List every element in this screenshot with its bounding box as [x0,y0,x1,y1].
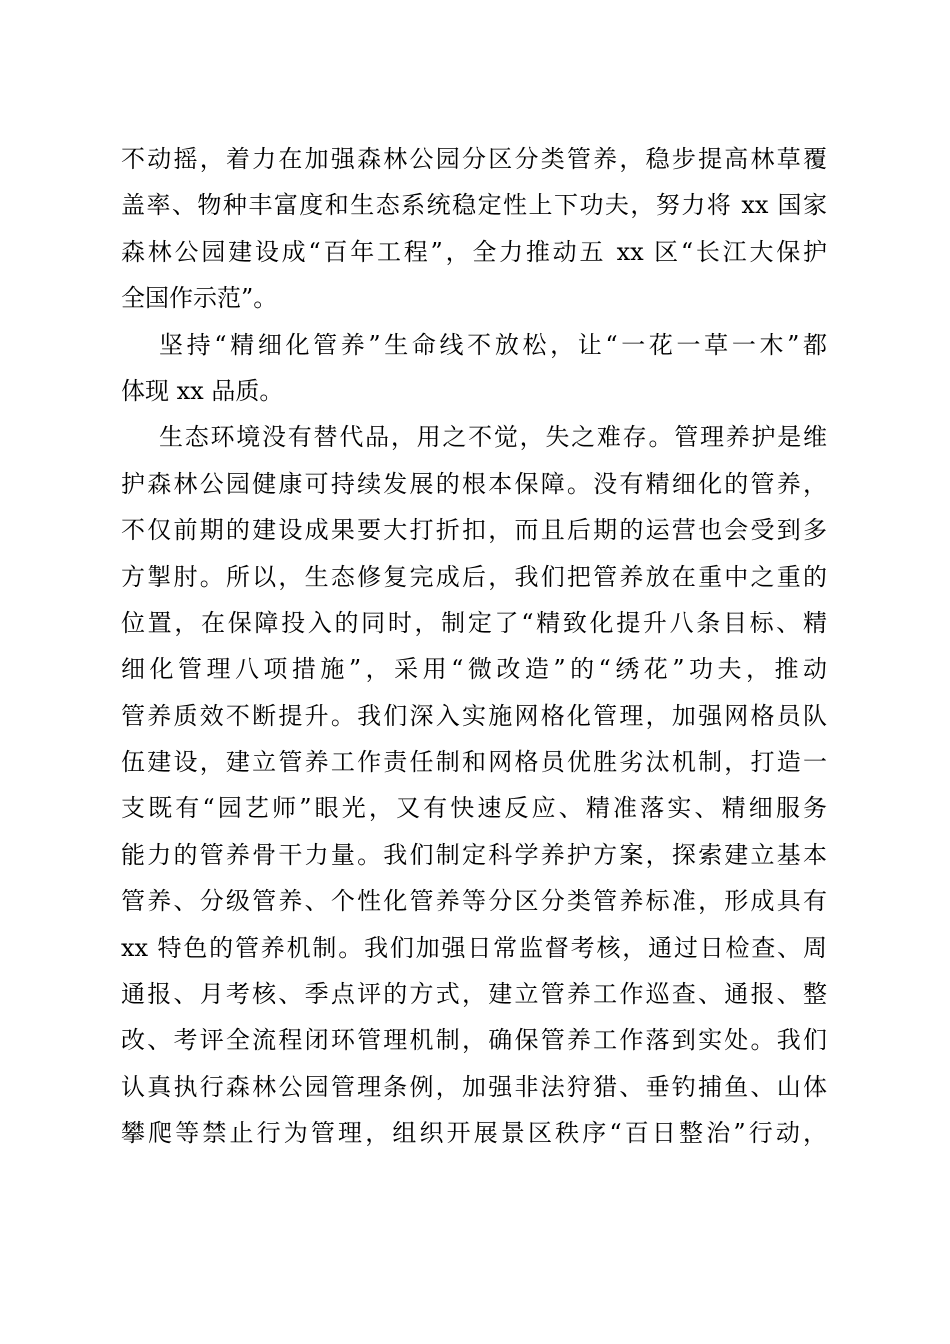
text-line: 管养质效不断提升。我们深入实施网格化管理，加强网格员队 [121,701,827,730]
text-line: 护森林公园健康可持续发展的根本保障。没有精细化的管养， [121,469,827,498]
text-line: 不仅前期的建设成果要大打折扣，而且后期的运营也会受到多 [121,516,827,545]
text-line: 全国作示范”。 [121,284,278,313]
text-line: 体现 xx 品质。 [121,376,284,405]
text-line: 坚持“精细化管养”生命线不放松，让“一花一草一木”都 [159,330,827,359]
text-line: 管养、分级管养、个性化管养等分区分类管养标准，形成具有 [121,887,827,916]
text-line: 森林公园建设成“百年工程”，全力推动五 xx 区“长江大保护 [121,237,827,266]
text-line: 不动摇，着力在加强森林公园分区分类管养，稳步提高林草覆 [121,145,827,173]
text-line: 改、考评全流程闭环管理机制，确保管养工作落到实处。我们 [121,1026,827,1055]
body-text [121,136,827,1157]
paragraph-2 [121,322,827,415]
text-line: 细化管理八项措施”，采用“微改造”的“绣花”功夫，推动 [121,655,827,684]
text-line: 方掣肘。所以，生态修复完成后，我们把管养放在重中之重的 [121,562,827,591]
text-line: 攀爬等禁止行为管理，组织开展景区秩序“百日整治”行动， [121,1119,827,1148]
paragraph-1 [121,136,827,322]
text-line: 生态环境没有替代品，用之不觉，失之难存。管理养护是维 [159,423,827,452]
text-line: 认真执行森林公园管理条例，加强非法狩猎、垂钓捕鱼、山体 [121,1072,827,1101]
text-line: 位置，在保障投入的同时，制定了“精致化提升八条目标、精 [121,608,827,637]
text-line: 伍建设，建立管养工作责任制和网格员优胜劣汰机制，打造一 [121,748,827,777]
text-line: 能力的管养骨干力量。我们制定科学养护方案，探索建立基本 [121,840,827,869]
text-line: 支既有“园艺师”眼光，又有快速反应、精准落实、精细服务 [121,794,827,823]
text-line: 通报、月考核、季点评的方式，建立管养工作巡查、通报、整 [121,980,827,1009]
paragraph-3 [121,414,827,1156]
text-line: 盖率、物种丰富度和生态系统稳定性上下功夫，努力将 xx 国家 [121,191,827,220]
text-line: xx 特色的管养机制。我们加强日常监督考核，通过日检查、周 [121,933,827,962]
